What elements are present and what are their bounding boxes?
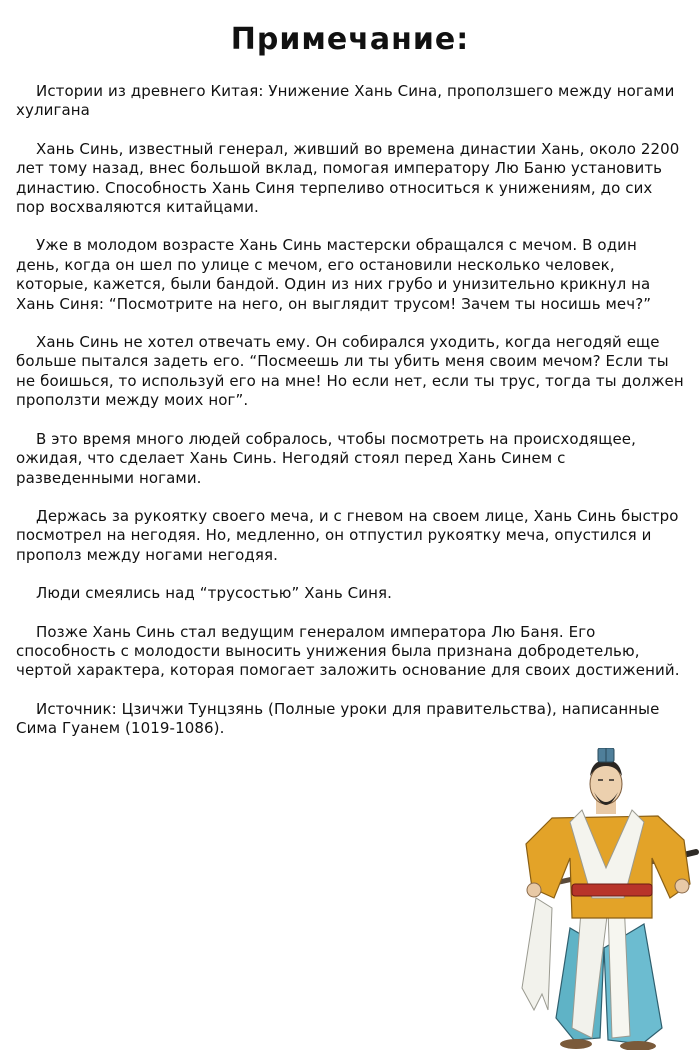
note-paragraph: Уже в молодом возрасте Хань Синь мастерски обращался с мечом. В один день, когда он шел по улице с мечом, его остановили несколько человек, которые, кажется, были бандой. Один из них грубо и унизительно крикнул на Хань Синя: “Посмотрите на него, он выглядит трусом! Зачем ты носишь меч?” [16, 236, 652, 313]
note-source: Источник: Цзичжи Тунцзянь (Полные уроки для правительства), написанные Сима Гуанем (1019-1086). [16, 699, 660, 738]
note-paragraph: Хань Синь, известный генерал, живший во времена династии Хань, около 2200 лет тому назад, внес большой вклад, помогая императору Лю Баню установить династию. Способность Хань Синя терпеливо относиться к унижениям, до сих пор восхваляются китайцами. [16, 139, 680, 217]
note-paragraph: Позже Хань Синь стал ведущим генералом императора Лю Баня. Его способность с молодости выносить унижения была признана добродетелью, чертой характера, которая помогает заложить основание для своих достижений. [16, 622, 680, 680]
note-paragraph: Истории из древнего Китая: Унижение Хань Сина, проползшего между ногами хулигана [16, 82, 675, 120]
note-paragraph: В это время много людей собралось, чтобы посмотреть на происходящее, ожидая, что сделает Хань Синь. Негодяй стоял перед Хань Синем с разведенными ногами. [16, 429, 636, 487]
note-body [16, 82, 684, 758]
note-paragraph: Хань Синь не хотел отвечать ему. Он собирался уходить, когда негодяй еще больше пытался задеть его. “Посмеешь ли ты убить меня своим мечом? Если ты не боишься, то используй его на мне! Но если нет, если ты трус, тогда ты должен проползти между моих ног”. [16, 333, 684, 410]
note-paragraph: Держась за рукоятку своего меча, и с гневом на своем лице, Хань Синь быстро посмотрел на негодяя. Но, медленно, он отпустил рукоятку меча, опустился и прополз между ногами негодяя. [16, 506, 679, 564]
page-title: Примечание: [230, 22, 470, 57]
note-paragraph: Люди смеялись над “трусостью” Хань Синя. [36, 584, 392, 603]
han-xin-illustration [512, 748, 700, 1050]
hat-icon [598, 748, 614, 762]
